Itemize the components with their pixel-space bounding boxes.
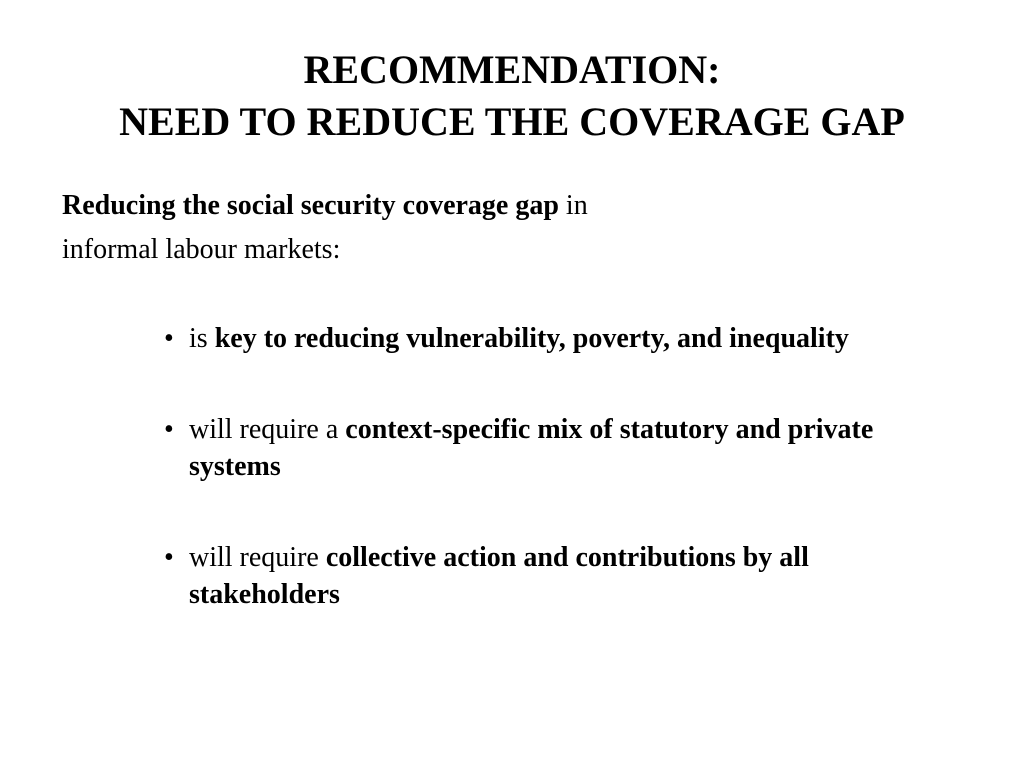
bullet-list bbox=[160, 320, 960, 613]
bullet-dot-icon: • bbox=[164, 542, 174, 573]
title-line-2: NEED TO REDUCE THE COVERAGE GAP bbox=[119, 99, 905, 144]
title-line-1: RECOMMENDATION: bbox=[303, 47, 721, 92]
intro-tail-text: in bbox=[558, 190, 588, 221]
bullet-item-1 bbox=[160, 320, 960, 357]
slide-title bbox=[0, 44, 1024, 148]
bullet-1-bold: key to reducing vulnerability, poverty, and inequality bbox=[214, 323, 849, 354]
bullet-item-3 bbox=[160, 539, 960, 613]
intro-paragraph bbox=[62, 184, 962, 272]
intro-bold-text: Reducing the social security coverage gap bbox=[62, 190, 559, 221]
bullet-3-plain: will require bbox=[189, 542, 326, 573]
bullet-1-plain: is bbox=[189, 323, 215, 354]
bullet-dot-icon: • bbox=[164, 414, 174, 445]
bullet-item-2 bbox=[160, 411, 960, 485]
bullet-2-plain: will require a bbox=[189, 414, 346, 445]
intro-line-2: informal labour markets: bbox=[62, 234, 341, 265]
bullet-dot-icon: • bbox=[164, 323, 174, 354]
bullet-3-bold: collective action and contributions by all stakeholders bbox=[189, 542, 809, 610]
bullet-2-bold: context-specific mix of statutory and private systems bbox=[189, 414, 874, 482]
intro-line-1 bbox=[62, 184, 962, 228]
